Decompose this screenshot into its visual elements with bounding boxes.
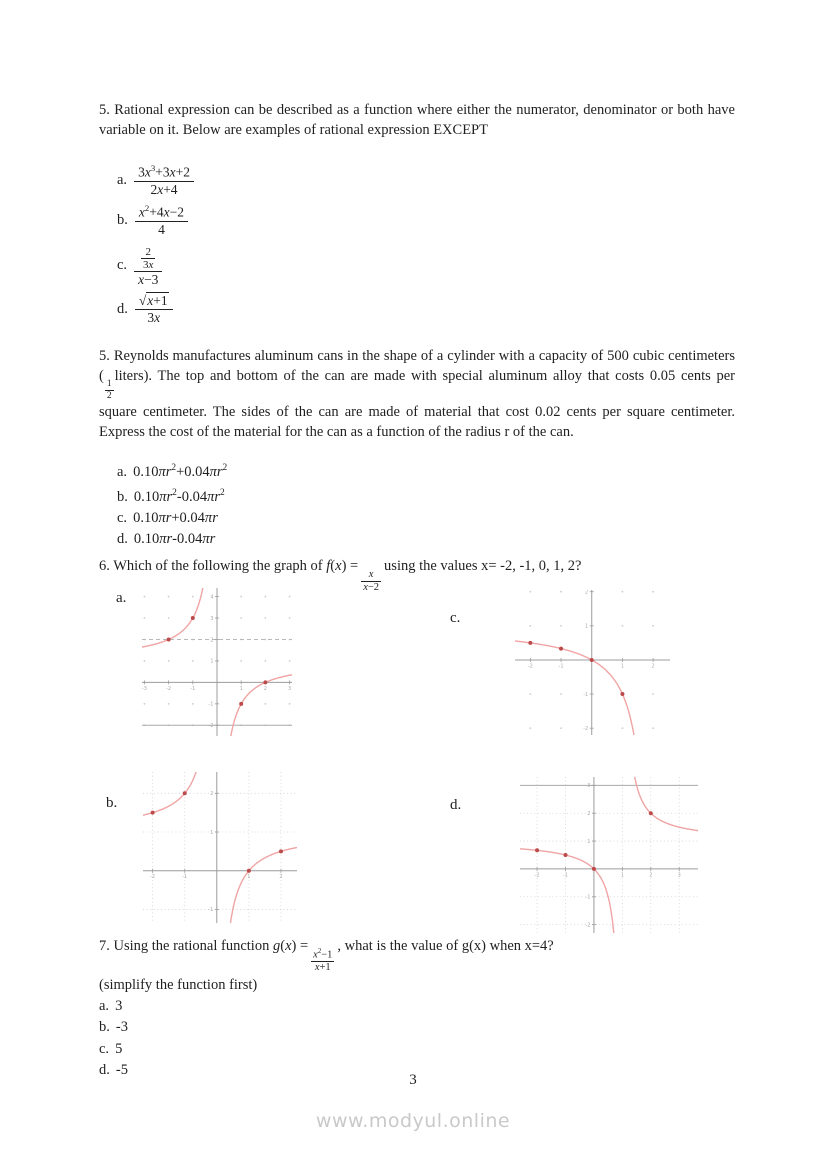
option-a-label: a. — [117, 463, 128, 480]
svg-text:-1: -1 — [208, 701, 214, 708]
graph-c-label: c. — [450, 610, 461, 626]
option-c-label: c. — [117, 509, 128, 526]
option-b-label: b. — [99, 1019, 110, 1036]
inline-fraction-numerator: x — [361, 569, 381, 582]
svg-text:1: 1 — [210, 829, 214, 836]
option-c-value: 0.10πr+0.04πr — [133, 509, 218, 526]
fraction-denominator: x−3 — [138, 271, 159, 287]
svg-text:1: 1 — [620, 872, 624, 879]
graph-d-label: d. — [450, 797, 462, 813]
watermark: www.modyul.online — [315, 1110, 511, 1132]
option-c — [117, 508, 753, 529]
svg-text:-1: -1 — [558, 663, 564, 670]
graph-a-label: a. — [116, 590, 127, 606]
nested-fraction — [141, 246, 155, 271]
svg-text:1: 1 — [247, 874, 251, 881]
option-d-label: d. — [117, 301, 128, 318]
option-b — [117, 203, 194, 238]
svg-text:2: 2 — [263, 685, 267, 692]
question-5b-text-after: liters). The top and bottom of the can are made with special aluminum alloy that costs 0.05 cents per square centimeter. The sides of the can are made of material that cost 0.02 cents per square centimeter. Express the cost of the material for the can as a function of the radius r of the can. — [99, 368, 735, 440]
svg-text:-3: -3 — [142, 685, 147, 692]
question-7-note: (simplify the function first) — [99, 977, 258, 994]
svg-text:-2: -2 — [585, 922, 591, 929]
option-d-value: 0.10πr-0.04πr — [133, 530, 216, 547]
svg-text:-2: -2 — [527, 663, 533, 670]
svg-text:2: 2 — [649, 872, 653, 879]
svg-text:3: 3 — [587, 783, 591, 790]
fraction-denominator: 3x — [147, 310, 161, 326]
option-b — [117, 483, 753, 508]
option-a-label: a. — [99, 998, 110, 1015]
fraction — [134, 163, 194, 198]
svg-text:3: 3 — [677, 872, 681, 879]
svg-text:3: 3 — [287, 685, 292, 692]
option-a — [99, 996, 735, 1017]
fraction-denominator: 4 — [158, 221, 165, 237]
question-7 — [99, 932, 735, 1081]
svg-text:-1: -1 — [208, 907, 214, 914]
half-fraction-denominator: 2 — [106, 390, 112, 401]
svg-text:2: 2 — [587, 811, 591, 818]
option-b-label: b. — [117, 488, 128, 505]
option-d-label: d. — [117, 530, 128, 547]
question-5a — [99, 100, 735, 140]
svg-text:-1: -1 — [182, 874, 188, 881]
inline-fraction-denominator: x−2 — [363, 582, 380, 594]
svg-text:-1: -1 — [562, 872, 568, 879]
question-5b-text-before: 5. Reynolds manufactures aluminum cans in the shape of a cylinder with a capacity of 500 cubic centimeters ( — [99, 348, 735, 384]
option-d-value: -5 — [115, 1062, 128, 1079]
graph-a-svg — [142, 588, 292, 736]
option-a — [117, 163, 194, 198]
graph-b-plot — [143, 772, 297, 928]
option-c-label: c. — [99, 1040, 110, 1057]
option-c — [99, 1039, 735, 1060]
option-a-label: a. — [117, 171, 128, 188]
option-b-value: -3 — [115, 1019, 128, 1036]
svg-text:-1: -1 — [190, 685, 196, 692]
svg-text:-1: -1 — [583, 691, 589, 698]
svg-text:1: 1 — [239, 685, 243, 692]
question-7-text-after: , what is the value of g(x) when x=4? — [337, 938, 554, 954]
question-5a-options — [117, 163, 194, 332]
graph-b-label: b. — [106, 795, 118, 811]
function-notation: f(x) = — [326, 558, 359, 574]
option-a — [117, 458, 753, 483]
option-d — [117, 293, 194, 326]
option-c-label: c. — [117, 256, 128, 273]
inline-fraction-numerator: $x^2-1$ — [311, 948, 334, 963]
option-c-value: 5 — [115, 1040, 123, 1057]
graph-d-svg — [520, 777, 698, 933]
fraction — [135, 203, 188, 238]
option-a-value: 3 — [115, 998, 123, 1015]
fraction-numerator — [134, 243, 162, 272]
question-7-text — [99, 932, 735, 974]
svg-text:2: 2 — [210, 791, 214, 798]
svg-text:-2: -2 — [166, 685, 172, 692]
question-6-text-after: using the values x= -2, -1, 0, 1, 2? — [384, 558, 582, 574]
option-b-label: b. — [117, 211, 128, 228]
half-fraction — [105, 379, 114, 402]
svg-text:2: 2 — [210, 637, 214, 644]
function-notation: g(x) = — [272, 938, 309, 954]
fraction-denominator: 2x+4 — [150, 181, 178, 197]
fraction — [134, 243, 162, 288]
page-number: 3 — [409, 1072, 417, 1088]
svg-text:-2: -2 — [583, 725, 589, 732]
svg-text:-1: -1 — [585, 894, 591, 901]
inline-fraction-denominator: x+1 — [314, 962, 331, 974]
option-c — [117, 243, 194, 288]
graph-b-svg — [143, 772, 297, 923]
fraction — [135, 293, 173, 326]
half-fraction-numerator: 1 — [106, 379, 112, 389]
svg-text:1: 1 — [210, 658, 214, 665]
graph-a-plot — [142, 588, 292, 741]
fraction-numerator: √x+1 — [135, 293, 173, 310]
inline-fraction — [311, 948, 334, 975]
svg-text:1: 1 — [620, 663, 625, 670]
svg-text:1: 1 — [587, 838, 591, 845]
option-d-label: d. — [99, 1062, 110, 1079]
option-b-value: $0.10\pi r^2-0.04\pi r^2$ — [133, 487, 225, 505]
question-5a-text: 5. Rational expression can be described as a function where either the numerator, denominator or both have variable on it. Below are examples of rational expression EXCEPT — [99, 102, 735, 138]
svg-text:4: 4 — [210, 594, 214, 601]
option-b — [99, 1017, 735, 1038]
graph-c-plot — [515, 590, 670, 740]
fraction-numerator: $3x^3+3x+2$ — [134, 163, 194, 182]
svg-text:2: 2 — [585, 590, 589, 596]
graph-c-svg — [515, 590, 670, 735]
option-d — [117, 529, 753, 550]
question-5b — [99, 346, 735, 442]
option-a-value: $0.10\pi r^2+0.04\pi r^2$ — [133, 463, 228, 480]
graph-d-plot — [520, 777, 698, 938]
svg-text:2: 2 — [651, 663, 655, 670]
question-6-text-before: 6. Which of the following the graph of — [99, 558, 323, 574]
answer-graphs — [99, 586, 735, 942]
svg-text:-2: -2 — [208, 723, 214, 730]
question-7-options — [99, 996, 735, 1081]
svg-text:2: 2 — [279, 874, 283, 881]
nested-fraction-denominator: 3x — [143, 258, 154, 271]
question-7-text-before: 7. Using the rational function — [99, 938, 270, 954]
svg-text:1: 1 — [585, 623, 589, 630]
nested-fraction-numerator: 2 — [141, 246, 155, 259]
svg-text:-2: -2 — [534, 872, 540, 879]
svg-text:-2: -2 — [150, 874, 156, 881]
question-5b-options — [117, 458, 753, 550]
svg-text:3: 3 — [210, 615, 214, 622]
fraction-numerator: $x^2+4x-2$ — [135, 203, 188, 222]
question-5b-text — [99, 346, 735, 442]
